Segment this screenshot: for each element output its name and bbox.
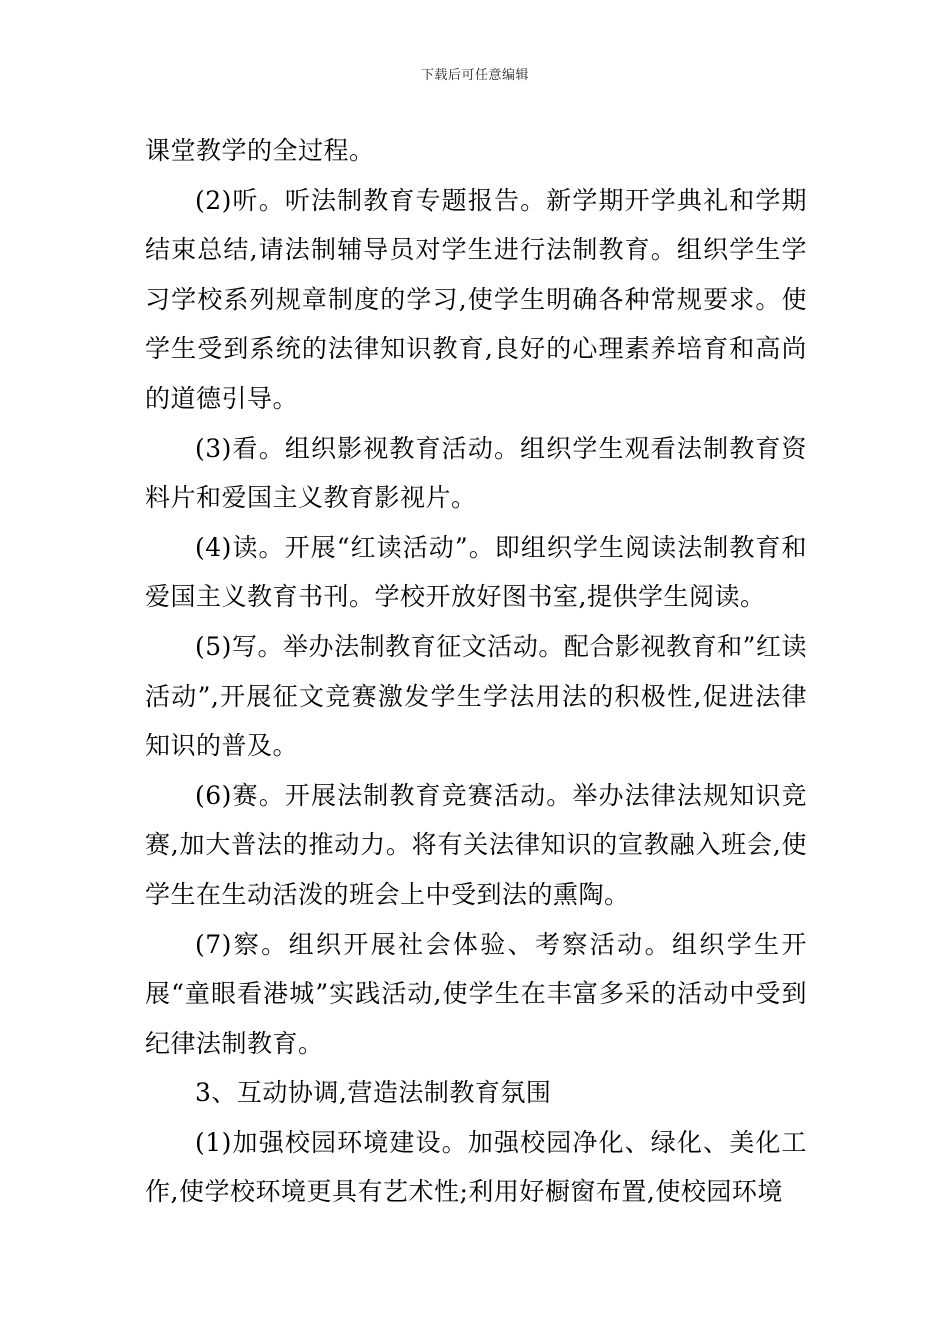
paragraph-campus-environment: (1)加强校园环境建设。加强校园净化、绿化、美化工作,使学校环境更具有艺术性;利用好橱窗布置,使校园环境 [145,1127,807,1207]
paragraph-continuation: 课堂教学的全过程。 [145,136,375,165]
paragraph-write: (5)写。举办法制教育征文活动。配合影视教育和”红读活动”,开展征文竞赛激发学生学法用法的积极性,促进法律知识的普及。 [145,631,807,761]
paragraph-observe: (7)察。组织开展社会体验、考察活动。组织学生开展“童眼看港城”实践活动,使学生在丰富多采的活动中受到纪律法制教育。 [145,929,807,1058]
paragraph-listen: (2)听。听法制教育专题报告。新学期开学典礼和学期结束总结,请法制辅导员对学生进行法制教育。组织学生学习学校系列规章制度的学习,使学生明确各种常规要求。使学生受到系统的法律知识教育,良好的心理素养培育和高尚的道德引导。 [145,185,807,413]
page-header: 下载后可任意编辑 [420,68,529,83]
paragraph-compete: (6)赛。开展法制教育竞赛活动。举办法律法规知识竞赛,加大普法的推动力。将有关法律知识的宣教融入班会,使学生在生动活泼的班会上中受到法的熏陶。 [145,780,807,909]
document-body [145,126,807,1217]
section-heading-3: 3、互动协调,营造法制教育氛围 [195,1078,552,1108]
paragraph-read: (4)读。开展“红读活动”。即组织学生阅读法制教育和爱国主义教育书刊。学校开放好图书室,提供学生阅读。 [145,532,807,612]
paragraph-watch: (3)看。组织影视教育活动。组织学生观看法制教育资料片和爱国主义教育影视片。 [145,433,807,513]
